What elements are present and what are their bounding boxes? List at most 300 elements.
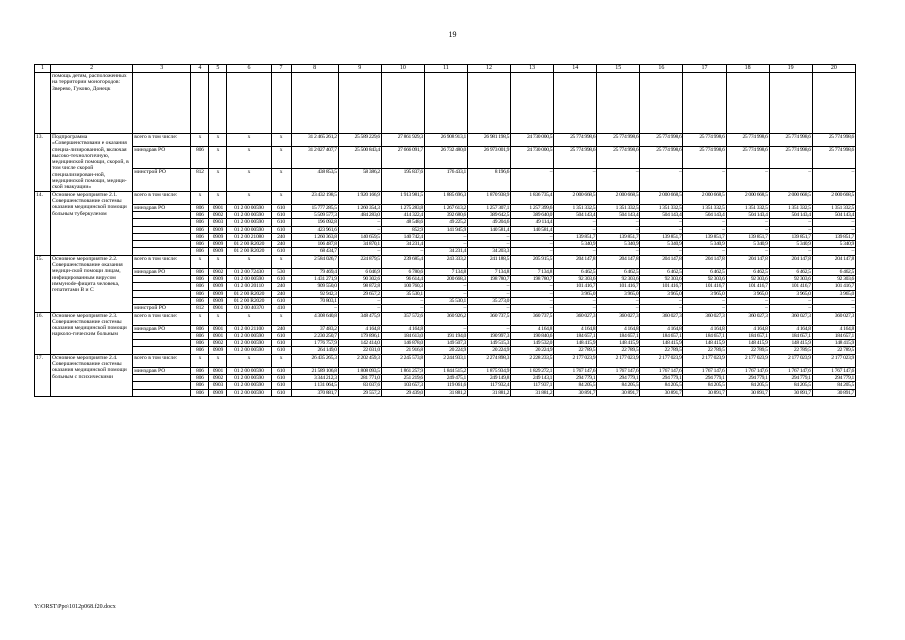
amount-cell: 1 829 272,1	[511, 367, 554, 374]
amount-cell: 84 205,5	[640, 382, 683, 389]
amount-cell: 294 779,1	[683, 375, 726, 382]
amount-cell: 2 177 023,9	[683, 354, 726, 367]
amount-cell: 205 915,5	[511, 255, 554, 268]
amount-cell: 25 774 998,6	[726, 134, 769, 147]
amount-cell: 22 789,5	[812, 347, 855, 354]
amount-cell: 360 027,3	[597, 312, 640, 325]
amount-cell: 4 164,8	[812, 325, 855, 332]
amount-cell: 4 164,8	[726, 325, 769, 332]
amount-cell: 204 147,8	[812, 255, 855, 268]
amount-cell: –	[726, 305, 769, 312]
ministry-code-cell: 812	[191, 169, 209, 191]
amount-cell: 179 896,1	[338, 332, 381, 339]
amount-cell: 1 836 735,4	[511, 191, 554, 204]
amount-cell: 139 851,7	[683, 233, 726, 240]
empty-cell	[640, 73, 683, 134]
amount-cell: –	[683, 305, 726, 312]
amount-cell: 198 780,7	[511, 276, 554, 283]
amount-cell: 119 061,6	[424, 382, 467, 389]
amount-cell: 106 487,8	[291, 241, 338, 248]
amount-cell: –	[467, 305, 510, 312]
amount-cell: 30 891,7	[597, 389, 640, 396]
amount-cell: 148 415,9	[597, 340, 640, 347]
amount-cell: –	[467, 241, 510, 248]
amount-cell: 423 961,6	[291, 226, 338, 233]
amount-cell: 243 333,2	[424, 255, 467, 268]
target-article-cell: 01 2 00 R2020	[227, 241, 271, 248]
row-number: 17.	[35, 354, 51, 396]
amount-cell: 20 224,9	[467, 347, 510, 354]
ministry-code-cell: х	[191, 191, 209, 204]
amount-cell: 4 164,8	[640, 325, 683, 332]
amount-cell: 2 000 668,5	[683, 191, 726, 204]
amount-cell: 204 147,8	[726, 255, 769, 268]
amount-cell: 5 340,9	[769, 241, 812, 248]
header-cell: 5	[209, 65, 227, 73]
ministry-code-cell: 806	[191, 241, 209, 248]
amount-cell: 1 767 147,6	[726, 367, 769, 374]
table-row	[35, 276, 856, 283]
amount-cell: 249 475,1	[424, 375, 467, 382]
expense-type-cell: 610	[271, 375, 291, 382]
amount-cell: 26 981 198,5	[467, 134, 510, 147]
amount-cell: 1 131 064,5	[291, 382, 338, 389]
table-row	[35, 375, 856, 382]
ministry-code-cell: 806	[191, 233, 209, 240]
executor-cell	[133, 226, 191, 233]
amount-cell: –	[554, 248, 597, 255]
amount-cell: 2 177 023,9	[769, 354, 812, 367]
amount-cell: 1 767 147,6	[769, 367, 812, 374]
amount-cell: 1 767 147,6	[683, 367, 726, 374]
footer-path: Y:\ORST\Ppo\1012p068.f20.docx	[34, 604, 116, 610]
amount-cell: 148 415,9	[812, 340, 855, 347]
amount-cell: –	[511, 290, 554, 297]
amount-cell: –	[812, 305, 855, 312]
amount-cell: 241 188,5	[467, 255, 510, 268]
section-code-cell: 0909	[209, 297, 227, 304]
amount-cell: 184 657,1	[683, 332, 726, 339]
amount-cell: –	[726, 219, 769, 226]
target-article-cell: 01 2 00 R2020	[227, 248, 271, 255]
amount-cell: 4 164,8	[597, 325, 640, 332]
amount-cell: 26 908 913,1	[424, 134, 467, 147]
amount-cell: 1 861 257,9	[381, 367, 424, 374]
expense-type-cell: х	[271, 354, 291, 367]
amount-cell: 25 774 998,6	[554, 134, 597, 147]
amount-cell: 360 027,3	[812, 312, 855, 325]
amount-cell: 21 589 106,8	[291, 367, 338, 374]
target-article-cell: 01 2 00 40370	[227, 305, 271, 312]
section-code-cell: х	[209, 312, 227, 325]
amount-cell: 360 027,3	[769, 312, 812, 325]
amount-cell: 294 779,1	[640, 375, 683, 382]
amount-cell: 101 416,7	[554, 283, 597, 290]
amount-cell: 2 228 233,5	[511, 354, 554, 367]
executor-cell	[133, 347, 191, 354]
amount-cell: –	[424, 241, 467, 248]
amount-cell: 24 730 000,5	[511, 134, 554, 147]
amount-cell: 2 000 668,5	[597, 191, 640, 204]
amount-cell: 360 737,5	[467, 312, 510, 325]
amount-cell: –	[511, 248, 554, 255]
amount-cell: –	[338, 248, 381, 255]
amount-cell: 29 439,0	[381, 389, 424, 396]
header-cell: 6	[227, 65, 271, 73]
empty-cell	[424, 73, 467, 134]
expense-type-cell: х	[271, 147, 291, 169]
amount-cell: 49 225,2	[424, 219, 467, 226]
amount-cell: –	[640, 248, 683, 255]
amount-cell: 2 177 023,9	[640, 354, 683, 367]
amount-cell: 25 774 998,6	[769, 147, 812, 169]
amount-cell: –	[424, 325, 467, 332]
header-cell: 4	[191, 65, 209, 73]
amount-cell: –	[467, 325, 510, 332]
amount-cell: 3 965,0	[554, 290, 597, 297]
amount-cell: 25 774 998,6	[769, 134, 812, 147]
amount-cell: –	[683, 248, 726, 255]
amount-cell: 84 205,5	[597, 382, 640, 389]
program-name: Основное мероприятие 2.4. Совершенствование системы оказания медицинской помощи больным с психическими	[51, 354, 133, 396]
amount-cell: –	[338, 219, 381, 226]
ministry-code-cell: 806	[191, 297, 209, 304]
amount-cell: –	[424, 305, 467, 312]
target-article-cell: 01 2 00 72430	[227, 268, 271, 275]
amount-cell: 24 730 000,5	[511, 147, 554, 169]
amount-cell: –	[640, 297, 683, 304]
header-cell: 16	[640, 65, 683, 73]
amount-cell: 204 147,8	[554, 255, 597, 268]
amount-cell: 1 351 332,5	[769, 204, 812, 211]
target-article-cell: 01 2 00 R2020	[227, 297, 271, 304]
amount-cell: 20 224,9	[424, 347, 467, 354]
expense-type-cell: 240	[271, 233, 291, 240]
amount-cell: 34 870,1	[338, 241, 381, 248]
target-article-cell: 01 2 00 21080	[227, 233, 271, 240]
amount-cell: 251 219,6	[381, 375, 424, 382]
amount-cell: 196 092,8	[291, 219, 338, 226]
table-row	[35, 219, 856, 226]
amount-cell: 1 870 938,9	[467, 191, 510, 204]
amount-cell: 2 584 026,7	[291, 255, 338, 268]
amount-cell: –	[640, 226, 683, 233]
executor-cell: всего в том числе:	[133, 255, 191, 268]
amount-cell: 4 308 640,8	[291, 312, 338, 325]
amount-cell: 204 147,8	[640, 255, 683, 268]
amount-cell: 101 416,7	[640, 283, 683, 290]
amount-cell: 101 416,7	[597, 283, 640, 290]
amount-cell: 4 164,8	[511, 325, 554, 332]
amount-cell: –	[511, 305, 554, 312]
ministry-code-cell: 806	[191, 375, 209, 382]
executor-cell	[133, 283, 191, 290]
ministry-code-cell: х	[191, 354, 209, 367]
target-article-cell: 01 2 00 00590	[227, 382, 271, 389]
amount-cell: 117 932,4	[467, 382, 510, 389]
amount-cell: –	[769, 226, 812, 233]
amount-cell: 148 415,9	[554, 340, 597, 347]
target-article-cell: 01 2 00 00590	[227, 204, 271, 211]
amount-cell: –	[338, 297, 381, 304]
table-row	[35, 226, 856, 233]
amount-cell: 5 340,9	[683, 241, 726, 248]
amount-cell: 84 205,5	[554, 382, 597, 389]
amount-cell: 2 202 459,3	[338, 354, 381, 367]
executor-cell	[133, 375, 191, 382]
amount-cell: 84 205,5	[769, 382, 812, 389]
amount-cell: –	[769, 297, 812, 304]
amount-cell: 30 891,7	[554, 389, 597, 396]
amount-cell: 139 851,7	[726, 233, 769, 240]
expense-type-cell: х	[271, 134, 291, 147]
amount-cell: 49 204,6	[467, 219, 510, 226]
amount-cell: 37 483,2	[291, 325, 338, 332]
table-row	[35, 340, 856, 347]
amount-cell: 31 881,2	[511, 389, 554, 396]
amount-cell: 100 760,3	[381, 283, 424, 290]
amount-cell: 5 340,9	[726, 241, 769, 248]
amount-cell: –	[467, 233, 510, 240]
amount-cell: 31 2 027 407,7	[291, 147, 338, 169]
amount-cell: –	[338, 305, 381, 312]
table-row	[35, 248, 856, 255]
amount-cell: 184 657,1	[554, 332, 597, 339]
amount-cell: 142 414,0	[338, 340, 381, 347]
table-row	[35, 211, 856, 218]
amount-cell: 360 027,3	[683, 312, 726, 325]
executor-cell	[133, 276, 191, 283]
executor-cell	[133, 340, 191, 347]
header-cell: 10	[381, 65, 424, 73]
header-cell: 11	[424, 65, 467, 73]
amount-cell: 35 530,1	[381, 290, 424, 297]
section-code-cell: 0901	[209, 325, 227, 332]
amount-cell: –	[338, 226, 381, 233]
amount-cell: 6 462,5	[554, 268, 597, 275]
amount-cell: 3 965,0	[812, 290, 855, 297]
section-code-cell: 0902	[209, 340, 227, 347]
amount-cell: 1 920 166,9	[338, 191, 381, 204]
empty-cell	[554, 73, 597, 134]
amount-cell: 2 000 668,5	[812, 191, 855, 204]
amount-cell: –	[683, 226, 726, 233]
amount-cell: 190 840,6	[511, 332, 554, 339]
table-row	[35, 297, 856, 304]
table-row	[35, 354, 856, 367]
amount-cell: 1 767 147,6	[640, 367, 683, 374]
table-row	[35, 255, 856, 268]
amount-cell: 204 147,8	[769, 255, 812, 268]
expense-type-cell: 610	[271, 297, 291, 304]
amount-cell: 22 789,5	[640, 347, 683, 354]
amount-cell: 6 780,6	[381, 268, 424, 275]
amount-cell: 1 767 147,6	[597, 367, 640, 374]
amount-cell: 98 872,8	[338, 283, 381, 290]
amount-cell: 184 657,1	[769, 332, 812, 339]
table-row	[35, 147, 856, 169]
expense-type-cell: 410	[271, 305, 291, 312]
amount-cell: –	[467, 283, 510, 290]
amount-cell: 2 177 023,9	[597, 354, 640, 367]
executor-cell: минстрой РО	[133, 305, 191, 312]
section-code-cell: 0909	[209, 283, 227, 290]
amount-cell: 148 415,9	[769, 340, 812, 347]
amount-cell: 23 432 198,5	[291, 191, 338, 204]
expense-type-cell: х	[271, 255, 291, 268]
expense-type-cell: 610	[271, 340, 291, 347]
amount-cell: 1 267 613,2	[424, 204, 467, 211]
ministry-code-cell: 806	[191, 204, 209, 211]
amount-cell: 2 000 668,5	[769, 191, 812, 204]
amount-cell: 2 177 023,9	[554, 354, 597, 367]
amount-cell: 25 774 998,6	[640, 147, 683, 169]
expense-type-cell: 240	[271, 241, 291, 248]
amount-cell: 1 776 757,9	[291, 340, 338, 347]
executor-cell	[133, 389, 191, 396]
section-code-cell: 0903	[209, 382, 227, 389]
header-cell: 17	[683, 65, 726, 73]
amount-cell: –	[511, 169, 554, 191]
table-row	[35, 290, 856, 297]
amount-cell: 25 774 998,6	[812, 134, 855, 147]
amount-cell: 49 114,4	[511, 219, 554, 226]
amount-cell: 3 344 212,3	[291, 375, 338, 382]
amount-cell: –	[291, 305, 338, 312]
amount-cell: 22 789,5	[769, 347, 812, 354]
section-code-cell: 0901	[209, 332, 227, 339]
amount-cell: 1 885 696,3	[424, 191, 467, 204]
amount-cell: 6 462,5	[726, 268, 769, 275]
section-code-cell: 0909	[209, 226, 227, 233]
amount-cell: 2 230 250,7	[291, 332, 338, 339]
table-row	[35, 312, 856, 325]
executor-cell: минздрав РО	[133, 367, 191, 374]
ministry-code-cell: 806	[191, 332, 209, 339]
amount-cell: 184 657,1	[640, 332, 683, 339]
header-cell: 15	[597, 65, 640, 73]
amount-cell: 96 614,4	[381, 276, 424, 283]
amount-cell: 3 965,0	[683, 290, 726, 297]
section-code-cell: 0901	[209, 367, 227, 374]
table-row	[35, 191, 856, 204]
table-row	[35, 73, 856, 134]
section-code-cell: 0909	[209, 389, 227, 396]
amount-cell: 25 774 998,6	[683, 147, 726, 169]
amount-cell: 90 302,6	[338, 276, 381, 283]
table-row	[35, 367, 856, 374]
amount-cell: –	[554, 305, 597, 312]
section-code-cell: 0901	[209, 204, 227, 211]
amount-cell: 20 224,9	[511, 347, 554, 354]
amount-cell: 26 732 480,0	[424, 147, 467, 169]
amount-cell: 70 803,1	[291, 297, 338, 304]
empty-cell	[769, 73, 812, 134]
ministry-code-cell: 806	[191, 226, 209, 233]
amount-cell: –	[683, 169, 726, 191]
expense-type-cell: 240	[271, 290, 291, 297]
amount-cell: 25 774 998,6	[726, 147, 769, 169]
ministry-code-cell: 806	[191, 268, 209, 275]
header-cell: 9	[338, 65, 381, 73]
amount-cell: 414 322,4	[381, 211, 424, 218]
expense-type-cell: х	[271, 169, 291, 191]
amount-cell: 1 913 981,5	[381, 191, 424, 204]
amount-cell: 1 351 332,5	[683, 204, 726, 211]
amount-cell: 1 351 332,5	[640, 204, 683, 211]
amount-cell: 360 027,3	[726, 312, 769, 325]
amount-cell: 148 415,9	[640, 340, 683, 347]
amount-cell: 140 742,4	[381, 233, 424, 240]
amount-cell: 149 515,3	[467, 340, 510, 347]
target-article-cell: х	[227, 147, 271, 169]
amount-cell: 3 965,0	[640, 290, 683, 297]
amount-cell: –	[381, 248, 424, 255]
amount-cell: 25 774 998,6	[640, 134, 683, 147]
amount-cell: –	[597, 169, 640, 191]
amount-cell: 6 462,5	[812, 268, 855, 275]
expense-type-cell: 610	[271, 389, 291, 396]
empty-cell	[381, 73, 424, 134]
amount-cell: 92 303,6	[597, 276, 640, 283]
amount-cell: 5 340,9	[812, 241, 855, 248]
section-code-cell: 0901	[209, 305, 227, 312]
amount-cell: –	[424, 233, 467, 240]
amount-cell: 6 462,5	[640, 268, 683, 275]
amount-cell: 1 351 332,5	[726, 204, 769, 211]
amount-cell: 4 164,8	[554, 325, 597, 332]
ministry-code-cell: 806	[191, 367, 209, 374]
expense-type-cell: 240	[271, 325, 291, 332]
amount-cell: 140 581,4	[511, 226, 554, 233]
amount-cell: 21 916,8	[381, 347, 424, 354]
amount-cell: 360 027,3	[554, 312, 597, 325]
amount-cell: 1 260 363,8	[291, 233, 338, 240]
executor-cell: минздрав РО	[133, 268, 191, 275]
amount-cell: 22 789,5	[597, 347, 640, 354]
section-code-cell: 0909	[209, 248, 227, 255]
amount-cell: 1 808 093,5	[338, 367, 381, 374]
amount-cell: 1 767 147,6	[812, 367, 855, 374]
header-cell: 14	[554, 65, 597, 73]
amount-cell: –	[597, 297, 640, 304]
section-code-cell: 0909	[209, 276, 227, 283]
amount-cell: 294 779,1	[726, 375, 769, 382]
amount-cell: 204 147,8	[597, 255, 640, 268]
amount-cell: 7 134,8	[511, 268, 554, 275]
amount-cell: 6 462,5	[683, 268, 726, 275]
ministry-code-cell: 806	[191, 147, 209, 169]
table-row	[35, 204, 856, 211]
amount-cell: 2 000 668,5	[640, 191, 683, 204]
amount-cell: 68 434,7	[291, 248, 338, 255]
amount-cell: 204 147,8	[683, 255, 726, 268]
section-code-cell: 0909	[209, 347, 227, 354]
amount-cell: 92 303,6	[683, 276, 726, 283]
empty-cell	[35, 73, 51, 134]
target-article-cell: 01 2 00 00590	[227, 211, 271, 218]
table-row	[35, 268, 856, 275]
ministry-code-cell: 806	[191, 340, 209, 347]
empty-cell	[133, 73, 191, 134]
amount-cell: 281 771,0	[338, 375, 381, 382]
amount-cell: 1 351 332,5	[597, 204, 640, 211]
empty-cell	[227, 73, 271, 134]
target-article-cell: 01 2 00 00590	[227, 276, 271, 283]
amount-cell: –	[640, 219, 683, 226]
amount-cell: 27 666 091,7	[381, 147, 424, 169]
amount-cell: 294 779,1	[554, 375, 597, 382]
